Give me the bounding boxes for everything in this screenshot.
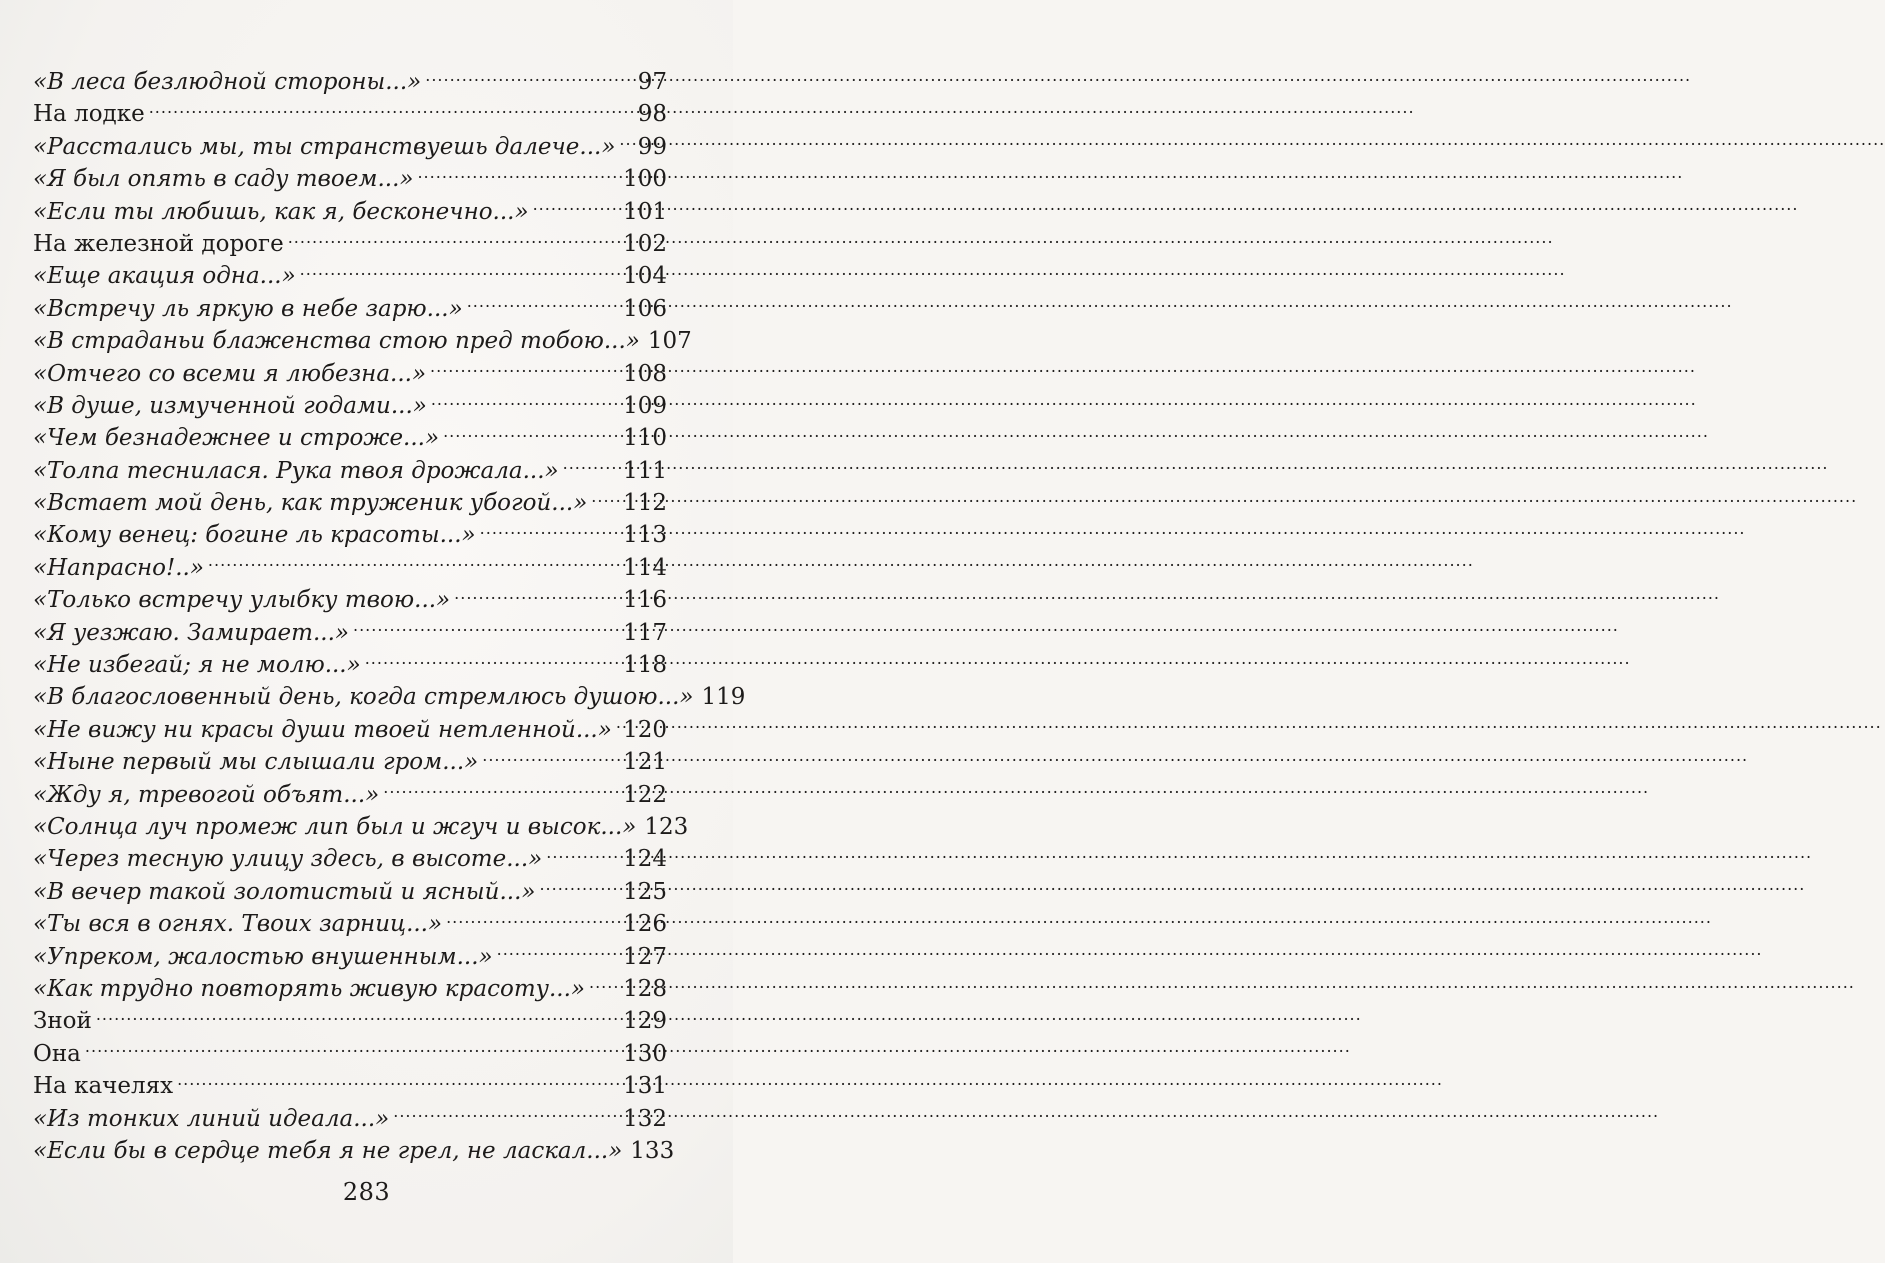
toc-entry bbox=[33, 681, 746, 713]
toc-entry-title: «В благословенный день, когда стремлюсь душою...» bbox=[33, 684, 694, 711]
dot-leader bbox=[96, 1005, 619, 1028]
toc-entry bbox=[33, 1135, 675, 1167]
toc-entry-title: «Кому венец: богине ль красоты...» bbox=[33, 522, 476, 549]
dot-leader bbox=[563, 455, 619, 478]
toc-entry-page: 107 bbox=[647, 328, 692, 355]
dot-leader bbox=[619, 131, 633, 154]
toc-entry-title: На качелях bbox=[33, 1073, 174, 1100]
dot-leader bbox=[288, 228, 619, 251]
toc-entry bbox=[33, 98, 667, 130]
dot-leader bbox=[149, 98, 633, 121]
book-page bbox=[0, 0, 746, 1263]
toc-entry-title: «Встречу ль яркую в небе зарю...» bbox=[33, 295, 463, 322]
toc-entry-title: «Встает мой день, как труженик убогой...» bbox=[33, 490, 588, 517]
toc-entry-title: «Ты вся в огнях. Твоих зарниц...» bbox=[33, 911, 443, 938]
toc-entry-title: «В леса безлюдной стороны...» bbox=[33, 69, 422, 95]
toc-entry-page: 120 bbox=[623, 716, 667, 743]
toc-entry-title: «В страданьи блаженства стою пред тобою...» bbox=[33, 328, 640, 355]
toc-entry-title: «Не избегай; я не молю...» bbox=[33, 652, 361, 679]
dot-leader bbox=[446, 908, 619, 931]
dot-leader bbox=[353, 617, 619, 640]
dot-leader bbox=[430, 358, 619, 381]
toc-entry-page: 117 bbox=[623, 619, 667, 646]
toc-entry-page: 126 bbox=[623, 911, 667, 938]
dot-leader bbox=[383, 779, 619, 802]
toc-entry-title: «Как трудно повторять живую красоту...» bbox=[33, 975, 585, 1002]
toc-entry-title: «Напрасно!..» bbox=[33, 554, 204, 581]
toc-entry-page: 123 bbox=[644, 813, 689, 840]
dot-leader bbox=[417, 163, 619, 186]
dot-leader bbox=[443, 422, 619, 445]
toc-entry-title: «Через тесную улицу здесь, в высоте...» bbox=[33, 846, 543, 873]
dot-leader bbox=[454, 584, 619, 607]
toc-entry-page: 99 bbox=[637, 133, 667, 160]
toc-entry-page: 111 bbox=[623, 457, 667, 484]
toc-entry-page: 131 bbox=[623, 1073, 667, 1100]
toc-entry-page: 97 bbox=[637, 69, 667, 95]
dot-leader bbox=[425, 66, 633, 89]
dot-leader bbox=[533, 196, 620, 219]
toc-entry-page: 122 bbox=[623, 781, 667, 808]
toc-entry-page: 106 bbox=[623, 295, 667, 322]
toc-entry-title: «Чем безнадежнее и строже...» bbox=[33, 425, 440, 452]
toc-entry-title: «Если бы в сердце тебя я не грел, не ласкал...» bbox=[33, 1137, 623, 1164]
dot-leader bbox=[480, 519, 619, 542]
dot-leader bbox=[616, 714, 619, 737]
toc-entry-page: 125 bbox=[623, 878, 667, 905]
page-number: 283 bbox=[342, 1178, 391, 1206]
dot-leader bbox=[591, 487, 619, 510]
toc-entry-page: 129 bbox=[623, 1008, 667, 1035]
table-of-contents bbox=[33, 66, 746, 1167]
dot-leader bbox=[85, 1038, 619, 1061]
dot-leader bbox=[482, 746, 619, 769]
toc-entry-title: Зной bbox=[33, 1008, 92, 1035]
dot-leader bbox=[589, 973, 619, 996]
dot-leader bbox=[177, 1070, 619, 1093]
toc-entry-page: 124 bbox=[623, 846, 667, 873]
toc-entry-title: «Толпа теснилася. Рука твоя дрожала...» bbox=[33, 457, 559, 484]
toc-entry-page: 104 bbox=[623, 263, 667, 290]
toc-entry-page: 109 bbox=[623, 392, 667, 419]
toc-entry-title: «В вечер такой золотистый и ясный...» bbox=[33, 878, 536, 905]
toc-entry-page: 98 bbox=[637, 101, 667, 128]
dot-leader bbox=[431, 390, 619, 413]
toc-entry-page: 130 bbox=[623, 1040, 667, 1067]
toc-entry-title: «Отчего со всеми я любезна...» bbox=[33, 360, 427, 387]
toc-entry-title: «Еще акация одна...» bbox=[33, 263, 296, 290]
toc-entry-title: «Я уезжаю. Замирает...» bbox=[33, 619, 349, 646]
toc-entry-title: «Упреком, жалостью внушенным...» bbox=[33, 943, 493, 970]
dot-leader bbox=[539, 876, 619, 899]
toc-entry-page: 110 bbox=[623, 425, 667, 452]
toc-entry-title: На лодке bbox=[33, 101, 145, 128]
dot-leader bbox=[497, 941, 619, 964]
dot-leader bbox=[208, 552, 619, 575]
toc-entry-page: 121 bbox=[623, 749, 667, 776]
toc-entry-page: 128 bbox=[623, 975, 667, 1002]
toc-entry-title: «Если ты любишь, как я, бесконечно...» bbox=[33, 198, 529, 225]
toc-entry bbox=[33, 1103, 667, 1135]
toc-entry bbox=[33, 779, 667, 811]
toc-entry-title: «Жду я, тревогой объят...» bbox=[33, 781, 380, 808]
dot-leader bbox=[365, 649, 619, 672]
dot-leader bbox=[546, 843, 619, 866]
toc-entry-page: 101 bbox=[623, 198, 667, 225]
toc-entry bbox=[33, 293, 667, 325]
toc-entry-title: «Только встречу улыбку твою...» bbox=[33, 587, 451, 614]
toc-entry-title: «В душе, измученной годами...» bbox=[33, 392, 427, 419]
toc-entry-page: 102 bbox=[623, 230, 667, 257]
toc-entry-title: «Ныне первый мы слышали гром...» bbox=[33, 749, 479, 776]
toc-entry-page: 116 bbox=[623, 587, 667, 614]
toc-entry-page: 112 bbox=[623, 490, 667, 517]
toc-entry-page: 132 bbox=[623, 1105, 667, 1132]
toc-entry-title: Она bbox=[33, 1040, 81, 1067]
toc-entry-title: На железной дороге bbox=[33, 230, 284, 257]
toc-entry-title: «Из тонких линий идеала...» bbox=[33, 1105, 390, 1132]
toc-entry bbox=[33, 455, 667, 487]
dot-leader bbox=[300, 260, 619, 283]
toc-entry bbox=[33, 649, 667, 681]
toc-entry-title: «Не вижу ни красы души твоей нетленной...» bbox=[33, 716, 612, 743]
toc-entry-page: 108 bbox=[623, 360, 667, 387]
toc-entry bbox=[33, 941, 667, 973]
toc-entry-page: 119 bbox=[701, 684, 746, 711]
toc-entry-title: «Я был опять в саду твоем...» bbox=[33, 166, 414, 193]
toc-entry-title: «Расстались мы, ты странствуешь далече...» bbox=[33, 133, 616, 160]
toc-entry-page: 114 bbox=[623, 554, 667, 581]
toc-entry-page: 113 bbox=[623, 522, 667, 549]
dot-leader bbox=[393, 1103, 619, 1126]
toc-entry-page: 118 bbox=[623, 652, 667, 679]
toc-entry-page: 127 bbox=[623, 943, 667, 970]
toc-entry-title: «Солнца луч промеж лип был и жгуч и высок...» bbox=[33, 813, 637, 840]
dot-leader bbox=[467, 293, 619, 316]
toc-entry-page: 100 bbox=[623, 166, 667, 193]
toc-entry-page: 133 bbox=[630, 1137, 675, 1164]
